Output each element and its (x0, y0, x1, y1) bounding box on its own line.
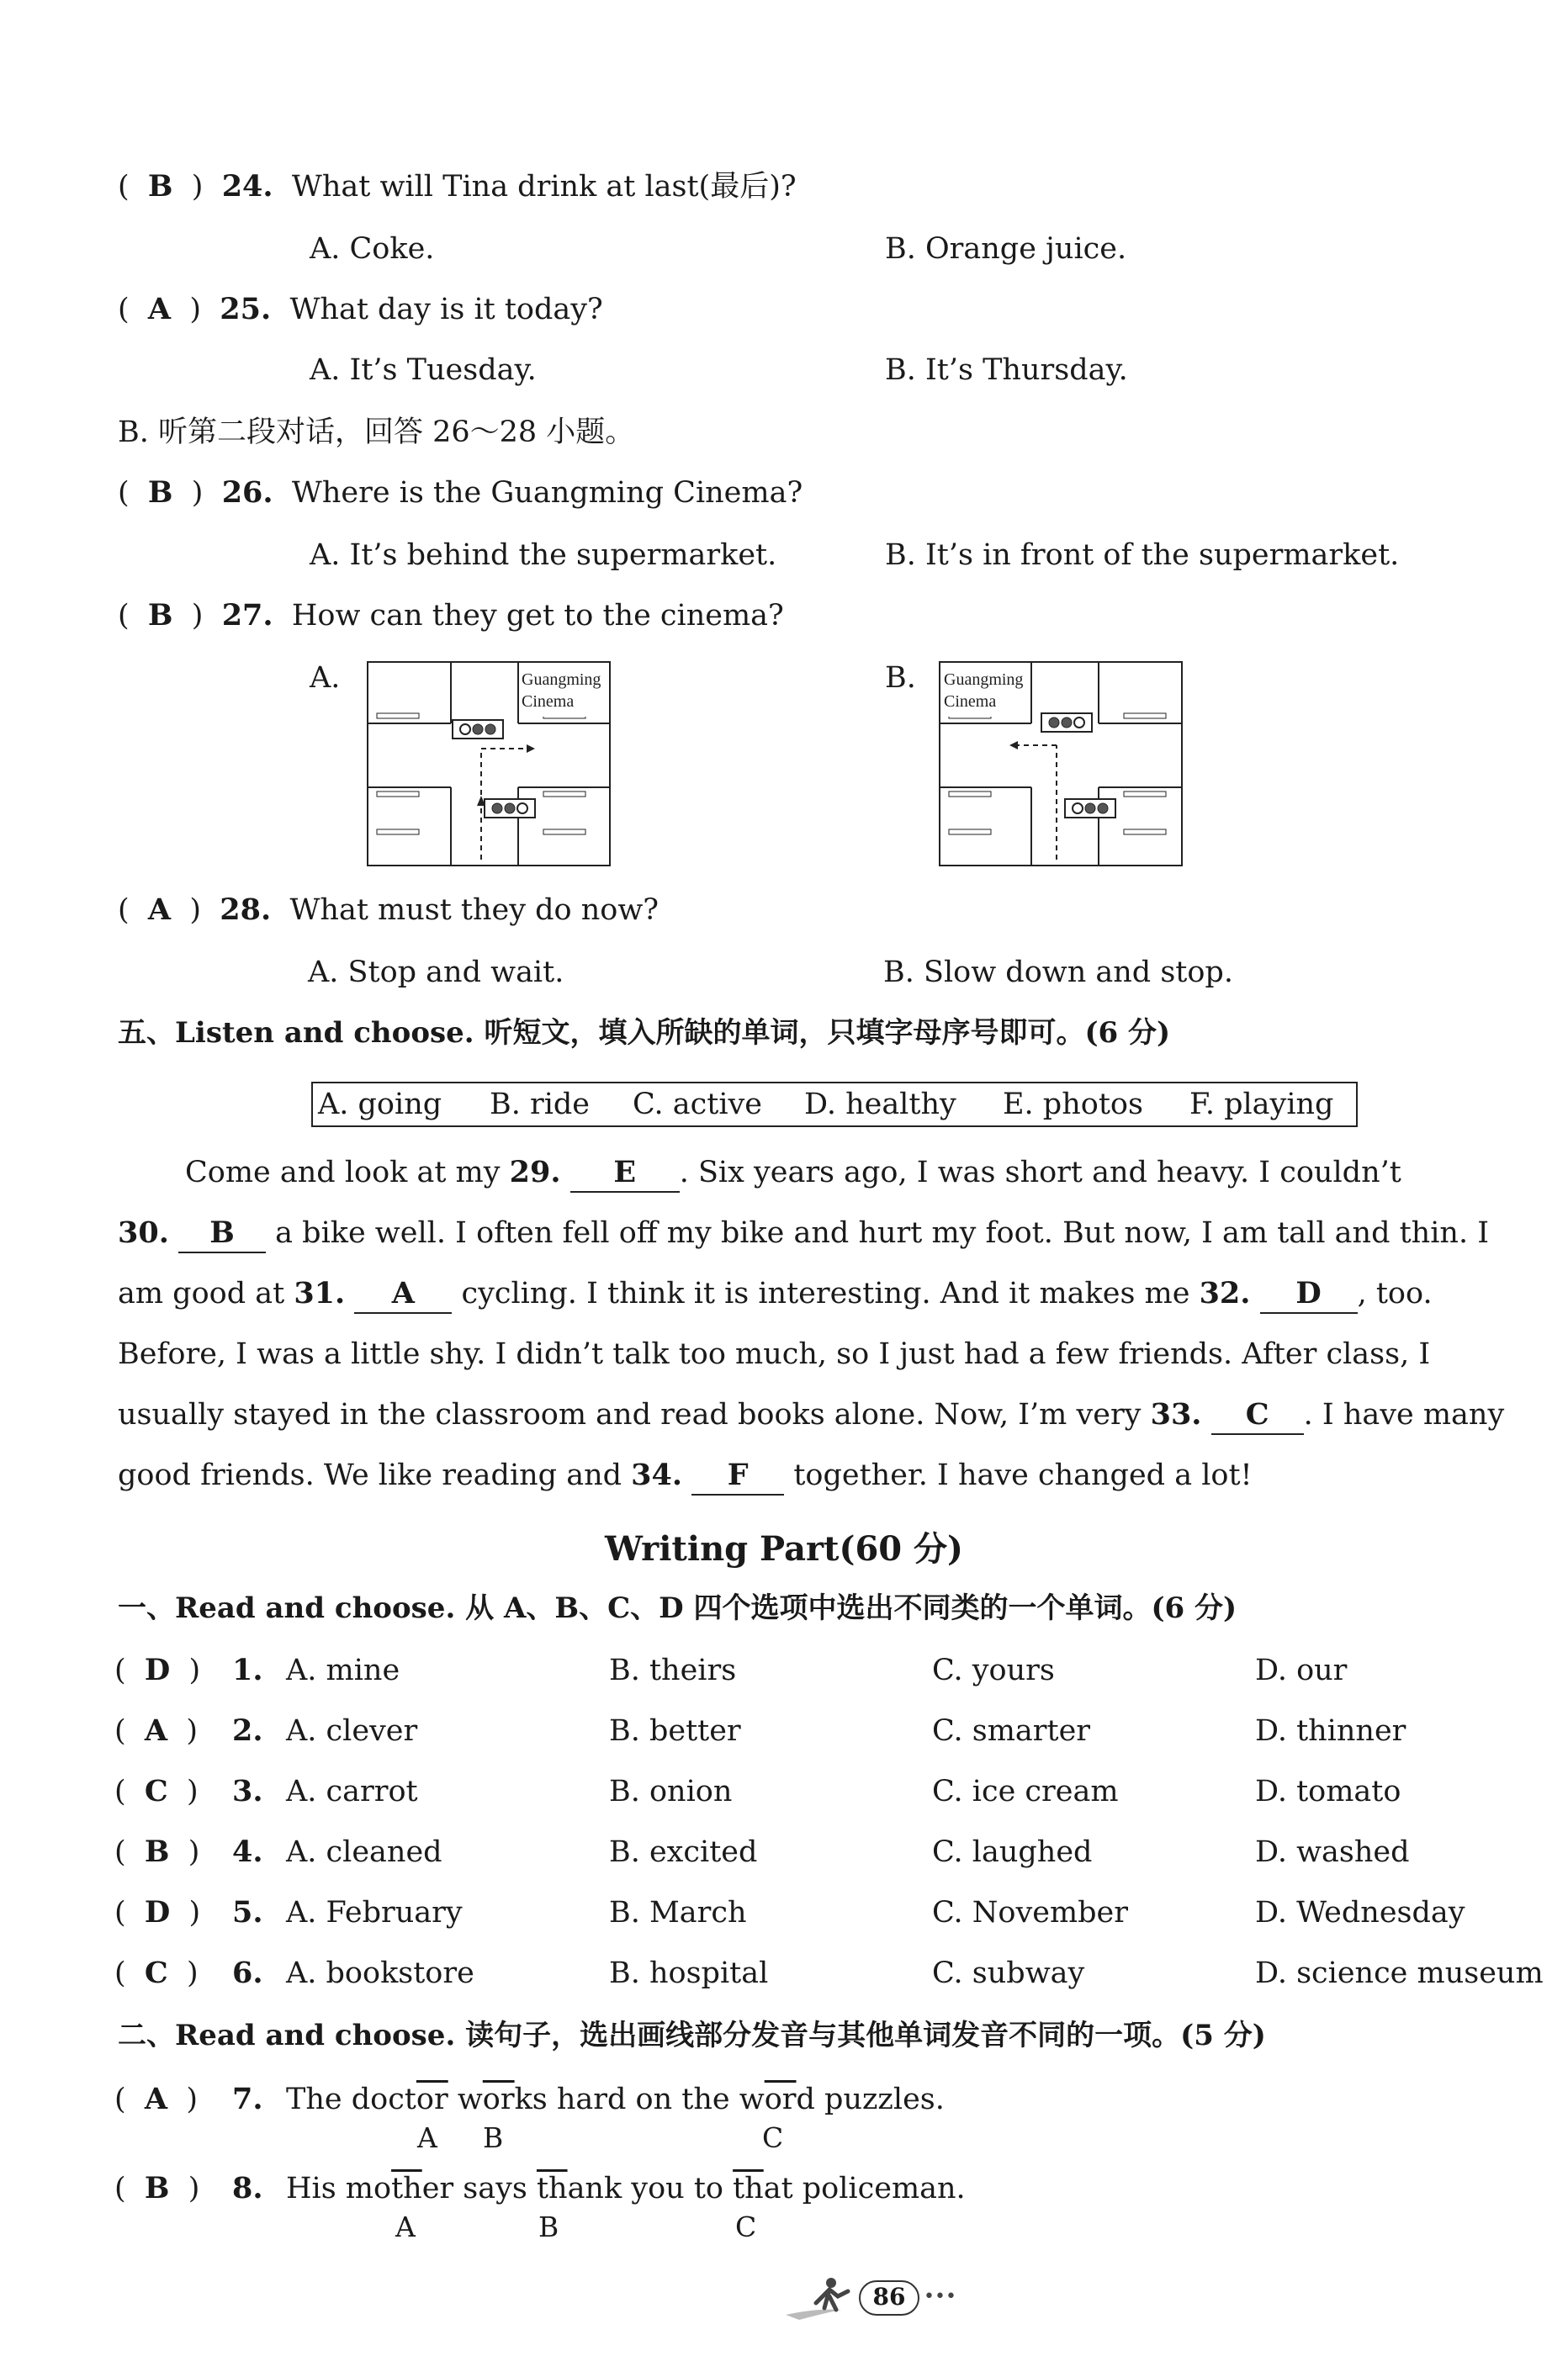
row-option-a: A. cleaned (286, 1835, 442, 1869)
row-answer: ( D ) (114, 1895, 201, 1930)
question-text: What day is it today? (289, 293, 603, 326)
passage-line-6 (118, 1457, 1548, 1496)
cinema-label-line1: Guangming (522, 670, 601, 689)
row-option-a: A. mine (286, 1654, 400, 1687)
answer: B (147, 598, 173, 633)
option-a-label: A. (310, 661, 341, 695)
section-5-heading: 五、Listen and choose. 听短文，填入所缺的单词，只填字母序号即可。(6 分) (118, 1016, 1171, 1050)
part-b-heading: B. 听第二段对话，回答 26～28 小题。 (118, 416, 635, 449)
word-option: B. ride (490, 1088, 591, 1121)
word-option: E. photos (1003, 1088, 1143, 1121)
underlined-part-b: $\overline{or}$ (482, 2083, 515, 2116)
paren: ( (118, 476, 130, 510)
option-a: A. Stop and wait. (308, 956, 564, 989)
row-option-d: D. thinner (1255, 1714, 1406, 1748)
question-27 (118, 597, 784, 634)
question-25 (118, 291, 603, 328)
passage-text: cycling. I think it is interesting. And it makes me (452, 1277, 1200, 1310)
map-option-a (367, 661, 611, 866)
blank-number: 33. (1150, 1397, 1202, 1432)
passage-text: am good at (118, 1277, 294, 1310)
paren: ) (189, 293, 201, 326)
row-option-c: C. laughed (932, 1835, 1093, 1869)
option-b-label: B. (885, 661, 916, 695)
label-c: C (762, 2121, 784, 2154)
question-text: What must they do now? (289, 893, 660, 927)
row-number: 5. (232, 1895, 263, 1930)
row-option-b: B. theirs (609, 1654, 737, 1687)
row-number: 4. (232, 1835, 263, 1869)
answer: A (147, 292, 172, 326)
question-24 (118, 168, 797, 205)
underlined-part-c: $\overline{th}$ (733, 2172, 764, 2205)
word-option: F. playing (1189, 1088, 1334, 1121)
row-answer: ( A ) (114, 2082, 198, 2116)
paren: ) (191, 599, 204, 633)
row-answer: ( C ) (114, 1956, 199, 1990)
passage-line-1 (185, 1154, 1568, 1193)
label-b: B (483, 2121, 504, 2154)
row-option-a: A. bookstore (286, 1956, 474, 1990)
row-answer: ( A ) (114, 1713, 198, 1748)
blank-number: 32. (1199, 1276, 1251, 1310)
answer: B (147, 169, 173, 204)
row-answer: ( C ) (114, 1774, 199, 1808)
blank-number: 31. (294, 1276, 346, 1310)
word-option: D. healthy (804, 1088, 956, 1121)
option-b: B. Orange juice. (885, 232, 1127, 266)
word-bank (311, 1082, 1358, 1127)
underlined-part-a: $\overline{or}$ (416, 2083, 448, 2116)
question-number: 26. (221, 475, 273, 510)
answer: A (147, 892, 172, 927)
row-number: 3. (232, 1774, 263, 1808)
cinema-label-line2: Cinema (522, 692, 575, 711)
label-a: A (417, 2121, 437, 2154)
street-map-b (939, 661, 1183, 866)
row-option-d: D. our (1255, 1654, 1348, 1687)
question-number: 24. (221, 169, 273, 204)
row-number: 1. (232, 1653, 263, 1687)
word-option: C. active (633, 1088, 762, 1121)
question-number: 28. (220, 892, 272, 927)
underlined-part-c: $\overline{or}$ (764, 2083, 797, 2116)
row-option-b: B. hospital (609, 1956, 769, 1990)
passage-text: a bike well. I often fell off my bike and hurt my foot. But now, I am tall and thin. I (266, 1216, 1490, 1250)
underlined-part-a: $\overline{th}$ (391, 2172, 422, 2205)
passage-text: . Six years ago, I was short and heavy. I couldn’t (679, 1156, 1401, 1189)
row-option-a: A. carrot (286, 1775, 418, 1808)
blank-31[interactable]: A (354, 1275, 452, 1314)
passage-text: good friends. We like reading and (118, 1459, 632, 1492)
row-number: 6. (232, 1956, 263, 1990)
map-option-b (939, 661, 1183, 866)
page-number: 86 (872, 2283, 906, 2311)
question-number: 25. (220, 292, 272, 326)
option-a: A. Coke. (310, 232, 435, 266)
question-number: 27. (221, 598, 273, 633)
blank-number: 30. (118, 1215, 169, 1250)
blank-34[interactable]: F (691, 1457, 784, 1496)
row-option-b: B. excited (609, 1835, 758, 1869)
label-c: C (735, 2211, 757, 2243)
paren: ) (189, 893, 201, 927)
option-b: B. It’s in front of the supermarket. (885, 538, 1400, 572)
label-b: B (538, 2211, 559, 2243)
row-option-d: D. Wednesday (1255, 1896, 1465, 1930)
row-option-d: D. tomato (1255, 1775, 1401, 1808)
row-number: 2. (232, 1713, 263, 1748)
row-option-b: B. onion (609, 1775, 733, 1808)
label-a: A (395, 2211, 416, 2243)
paren: ( (118, 293, 130, 326)
writing-section-2-heading: 二、Read and choose. 读句子，选出画线部分发音与其他单词发音不同的一项。(5 分) (118, 2019, 1266, 2052)
question-text: How can they get to the cinema? (291, 599, 784, 633)
passage-line-5 (118, 1396, 1548, 1435)
row-answer: ( B ) (114, 1835, 200, 1869)
question-text: What will Tina drink at last(最后)? (291, 170, 797, 204)
blank-number: 29. (509, 1155, 561, 1189)
option-a: A. It’s Tuesday. (310, 353, 537, 387)
paren: ) (191, 170, 204, 204)
street-map-a (367, 661, 611, 866)
blank-30[interactable]: B (178, 1215, 266, 1253)
footer-dots: ••• (924, 2286, 956, 2307)
row-option-a: A. February (286, 1896, 463, 1930)
row-number: 8. (232, 2171, 263, 2205)
passage-text: , too. (1357, 1277, 1433, 1310)
writing-part-title: Writing Part(60 分) (605, 1529, 963, 1569)
passage-line-4: Before, I was a little shy. I didn’t talk too much, so I just had a few friends. After class, I (118, 1337, 1431, 1371)
paren: ( (118, 170, 130, 204)
sentence-7: The $doct\overline{or}$ $w\overline{or}ks$ hard on the $w\overline{or}d$ puzzles. (286, 2083, 945, 2116)
question-text: Where is the Guangming Cinema? (291, 476, 803, 510)
paren: ( (118, 893, 130, 927)
row-answer: ( B ) (114, 2171, 200, 2205)
option-b: B. Slow down and stop. (883, 956, 1233, 989)
question-28 (118, 892, 659, 929)
row-option-c: C. smarter (932, 1714, 1091, 1748)
passage-line-3 (118, 1275, 1548, 1314)
paren: ) (191, 476, 204, 510)
row-option-c: C. yours (932, 1654, 1055, 1687)
passage-text: . I have many (1303, 1398, 1505, 1432)
option-b: B. It’s Thursday. (885, 353, 1128, 387)
paren: ( (118, 599, 130, 633)
row-option-b: B. better (609, 1714, 741, 1748)
blank-number: 34. (631, 1458, 683, 1492)
writing-section-1-heading: 一、Read and choose. 从 A、B、C、D 四个选项中选出不同类的一个单词。(6 分) (118, 1591, 1237, 1625)
passage-line-2 (118, 1215, 1548, 1253)
question-26 (118, 474, 803, 511)
cinema-label-line1: Guangming (944, 670, 1024, 689)
row-option-c: C. ice cream (932, 1775, 1119, 1808)
row-option-d: D. washed (1255, 1835, 1410, 1869)
row-option-b: B. March (609, 1896, 747, 1930)
page-footer (782, 2271, 984, 2325)
blank-33[interactable]: C (1211, 1396, 1304, 1435)
answer: B (147, 475, 173, 510)
underlined-part-b: $\overline{th}$ (536, 2172, 568, 2205)
row-option-c: C. November (932, 1896, 1129, 1930)
row-answer: ( D ) (114, 1653, 201, 1687)
passage-text: Come and look at my (185, 1156, 510, 1189)
row-option-d: D. science museum (1255, 1956, 1544, 1990)
row-number: 7. (232, 2082, 263, 2116)
cinema-label-line2: Cinema (944, 692, 997, 711)
passage-text: together. I have changed a lot! (784, 1459, 1253, 1492)
passage-text: usually stayed in the classroom and read books alone. Now, I’m very (118, 1398, 1151, 1432)
word-option: A. going (318, 1088, 442, 1121)
option-a: A. It’s behind the supermarket. (310, 538, 777, 572)
blank-32[interactable]: D (1260, 1275, 1358, 1314)
sentence-8: His $mo\overline{th}er$ says $\overline{th}ank$ you to $\overline{th}at$ policeman. (286, 2172, 966, 2205)
row-option-a: A. clever (286, 1714, 418, 1748)
blank-29[interactable]: E (570, 1154, 680, 1193)
row-option-c: C. subway (932, 1956, 1085, 1990)
